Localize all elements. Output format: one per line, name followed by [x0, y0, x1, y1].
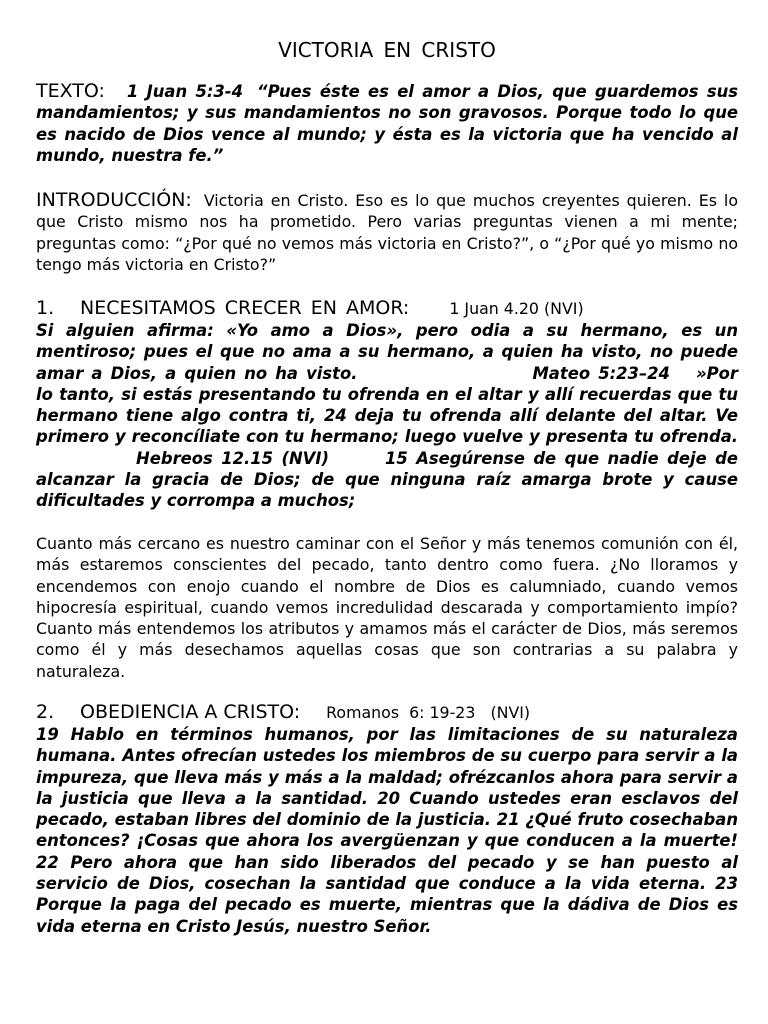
reference-hebreos: Hebreos 12.15 (NVI) — [136, 448, 329, 468]
section-1-title: NECESITAMOS CRECER EN AMOR: — [80, 297, 410, 319]
verses-mateo: »Por lo tanto, si estás presentando tu ofrenda en el altar y allí recuerdas que tu hermano tiene algo contra ti, 24 deja tu ofrenda allí delante del altar. Ve primero y reconcíliate con tu hermano; luego vuelve y presenta tu ofrenda. — [36, 363, 738, 447]
texto-reference: 1 Juan 5:3-4 — [126, 82, 244, 101]
texto-label: TEXTO: — [36, 80, 105, 102]
section-2-reference: Romanos 6: 19-23 (NVI) — [326, 703, 531, 722]
section-1-verses — [36, 320, 738, 512]
section-2-title: OBEDIENCIA A CRISTO: — [80, 701, 301, 723]
verses-1-juan: Si alguien afirma: «Yo amo a Dios», pero odia a su hermano, es un mentiroso; pues el que no ama a su hermano, a quien ha visto, no puede amar a Dios, a quien no ha visto. — [36, 321, 738, 383]
section-1-paragraph: Cuanto más cercano es nuestro caminar con el Señor y más tenemos comunión con él, más estaremos conscientes del pecado, tanto dentro como fuera. ¿No lloramos y encendemos con enojo cuando el nombre de Dios es calumniado, cuando vemos hipocresía espiritual, cuando vemos incredulidad descarada y comportamiento impío? Cuanto más entendemos los atributos y amamos más el carácter de Dios, más seremos como él y más desechamos aquellas cosas que son contrarias a su palabra y naturaleza. — [36, 534, 738, 681]
texto-paragraph — [36, 81, 738, 166]
verses-hebreos: 15 Asegúrense de que nadie deje de alcanzar la gracia de Dios; de que ninguna raíz amarga brote y cause dificultades y corrompa a muchos; — [36, 448, 739, 511]
reference-mateo: Mateo 5:23–24 — [532, 363, 670, 383]
section-2-number: 2. — [36, 701, 55, 723]
introduccion-label: INTRODUCCIÓN: — [36, 189, 192, 211]
section-2-heading — [36, 700, 738, 725]
texto-body: “Pues éste es el amor a Dios, que guardemos sus mandamientos; y sus mandamientos no son gravosos. Porque todo lo que es nacido de Dios vence al mundo; y ésta es la victoria que ha vencido al mundo, nuestra fe.” — [36, 82, 739, 165]
section-1-reference: 1 Juan 4.20 (NVI) — [449, 299, 584, 318]
section-2-verses: 19 Hablo en términos humanos, por las limitaciones de su naturaleza humana. Antes ofrecían ustedes los miembros de su cuerpo para servir a la impureza, que lleva más y más a la maldad; ofrézcanlos ahora para servir a la justicia que lleva a la santidad. 20 Cuando ustedes eran esclavos del pecado, estaban libres del dominio de la justicia. 21 ¿Qué fruto cosechaban entonces? ¡Cosas que ahora los avergüenzan y que conducen a la muerte! 22 Pero ahora que han sido liberados del pecado y se han puesto al servicio de Dios, cosechan la santidad que conduce a la vida eterna. 23 Porque la paga del pecado es muerte, mientras que la dádiva de Dios es vida eterna en Cristo Jesús, nuestro Señor. — [36, 725, 738, 936]
introduccion-paragraph — [36, 190, 738, 275]
section-1-heading — [36, 296, 738, 321]
introduccion-body: Victoria en Cristo. Eso es lo que muchos creyentes quieren. Es lo que Cristo mismo nos ha prometido. Pero varias preguntas vienen a mi mente; preguntas como: “¿Por qué no vemos más victoria en Cristo?”, o “¿Por qué yo mismo no tengo más victoria en Cristo?” — [36, 191, 738, 274]
document-title: VICTORIA EN CRISTO — [278, 38, 496, 62]
section-1-number: 1. — [36, 297, 55, 319]
